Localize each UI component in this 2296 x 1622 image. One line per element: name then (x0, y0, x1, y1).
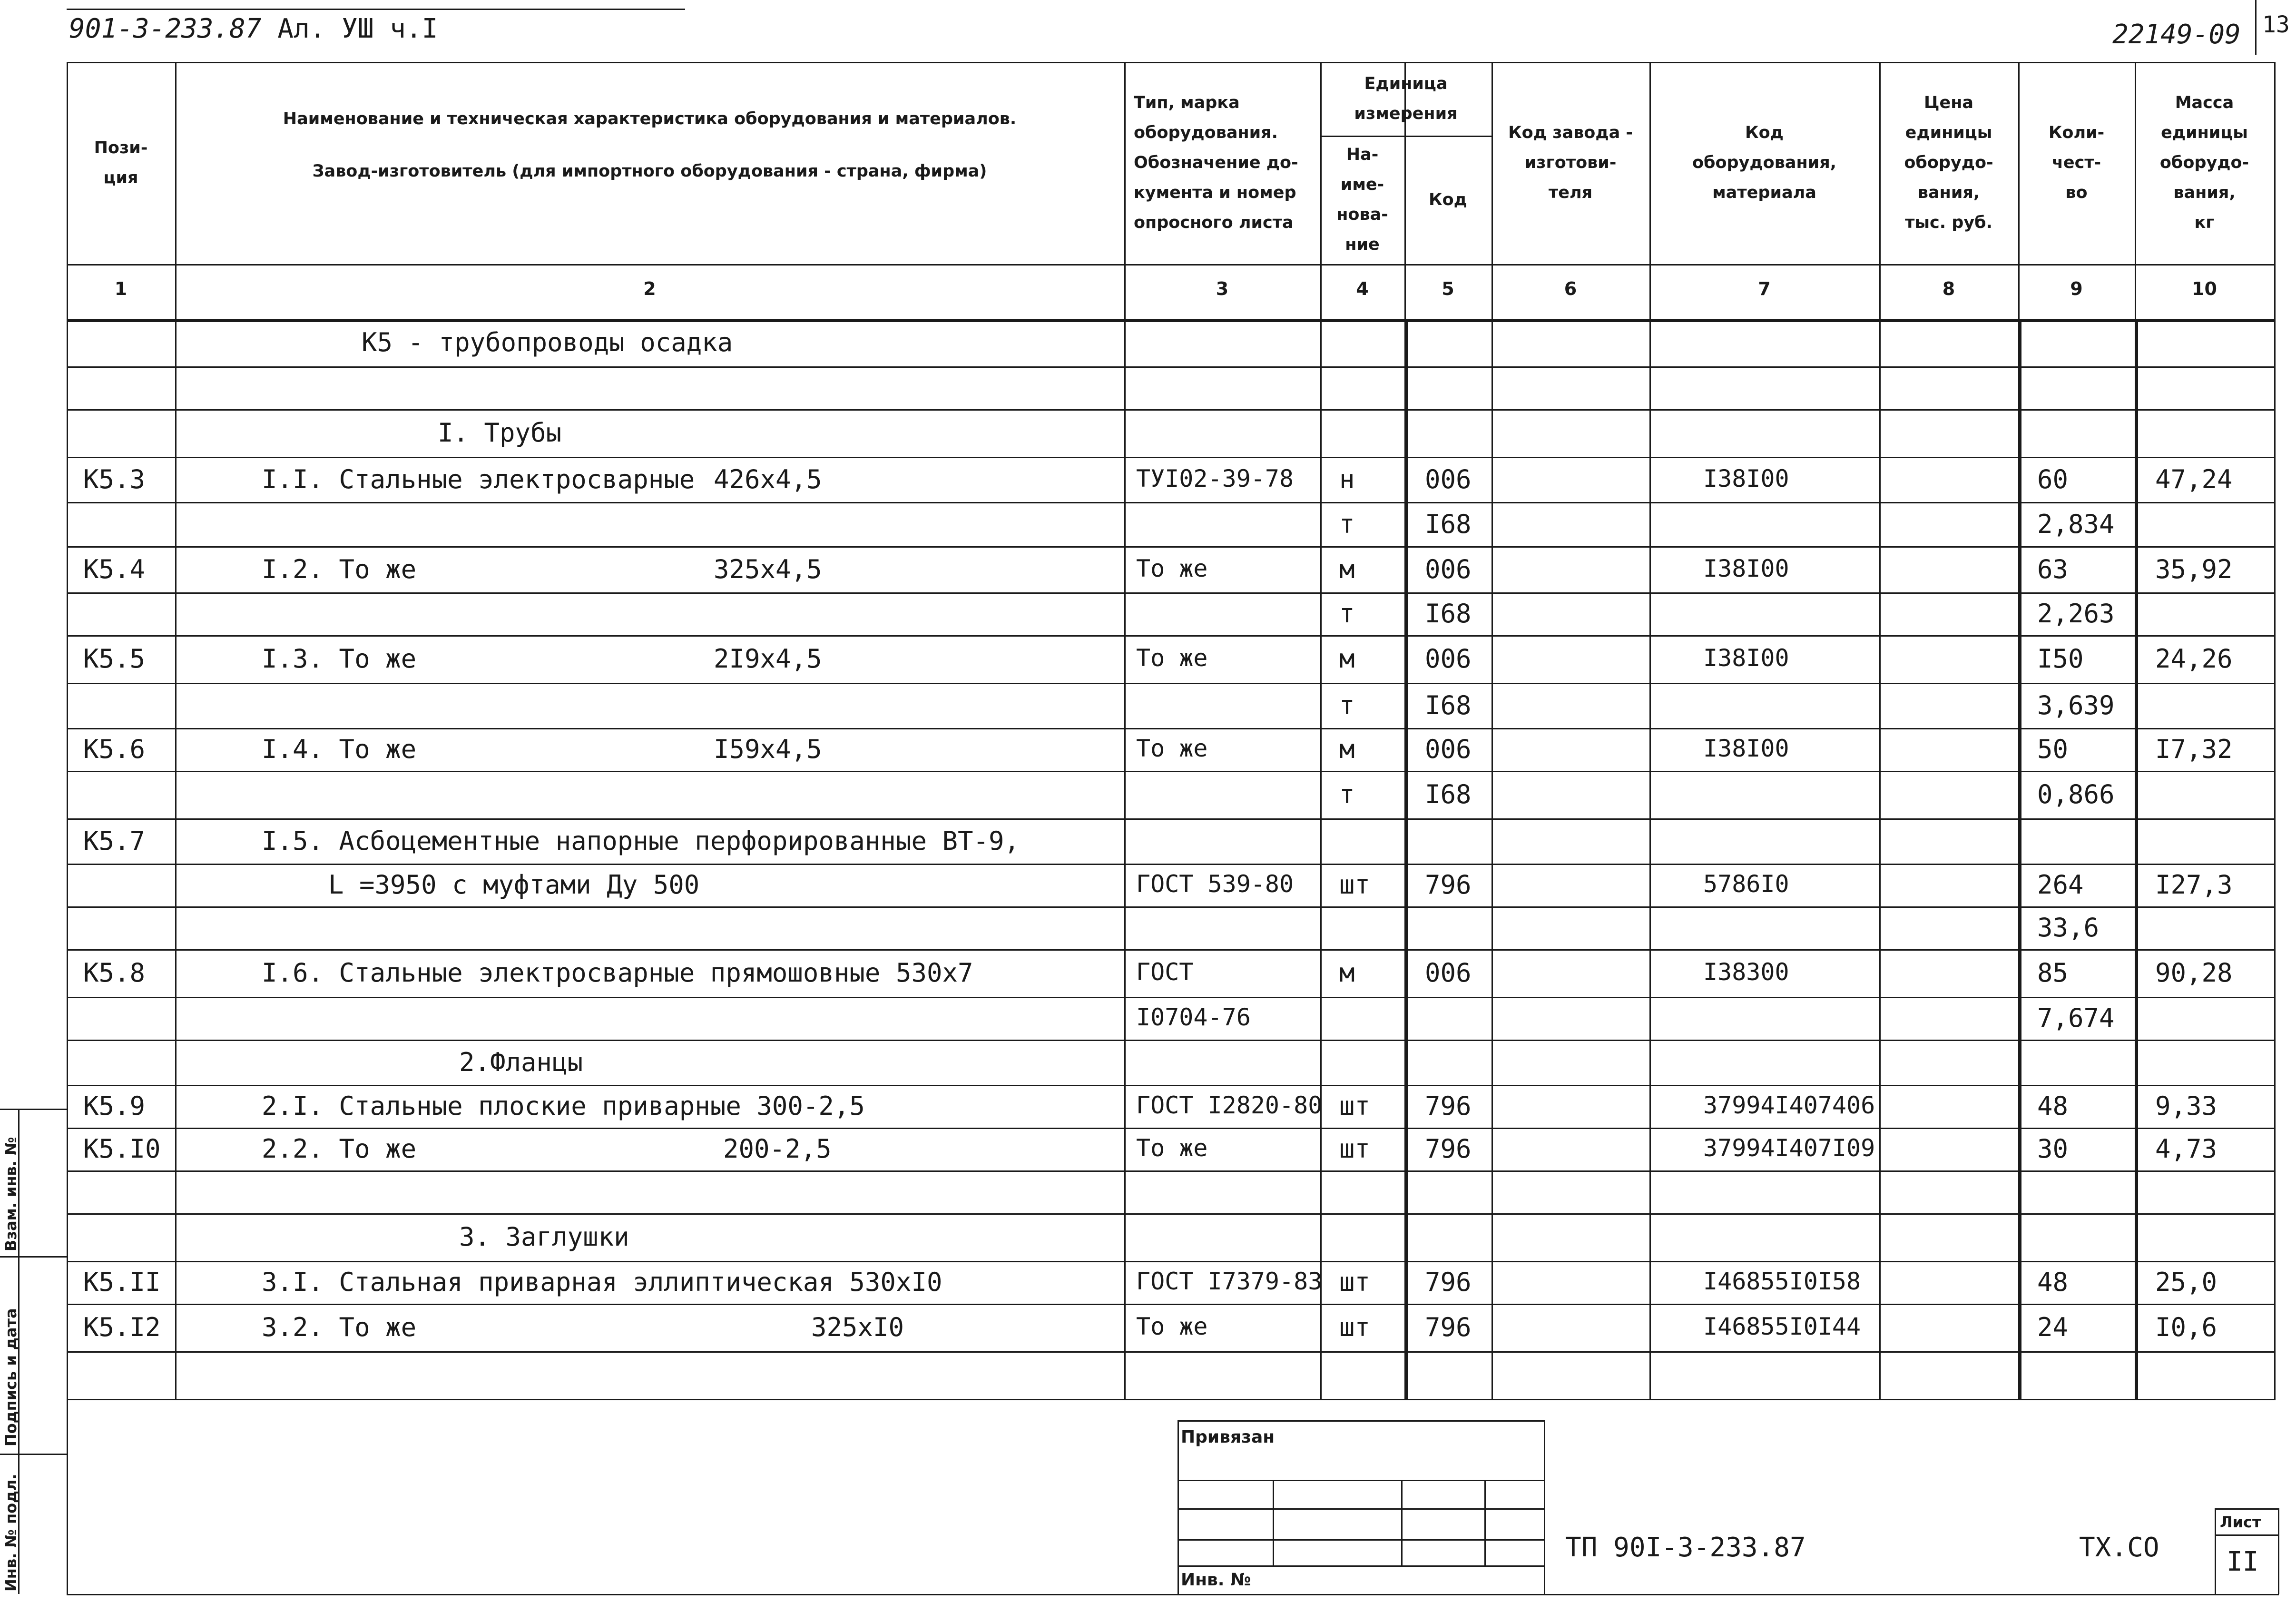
row-type-document: ГОСТ I7379-83 (1136, 1268, 1323, 1295)
row-border-21 (67, 1304, 2276, 1305)
row-name: 2.I. Стальные плоские приварные 300-2,5 (262, 1091, 865, 1121)
row-mass: I27,3 (2155, 870, 2233, 900)
row-quantity: 2,834 (2037, 509, 2115, 539)
row-size: 325хI0 (811, 1312, 904, 1342)
row-border-4 (67, 546, 2276, 548)
row-position: К5.4 (83, 554, 146, 584)
row-mass: 9,33 (2155, 1091, 2218, 1121)
side-label-podpis: Подпись и дата (2, 1308, 20, 1446)
col-number-7: 7 (1758, 278, 1771, 299)
col-header-equipment-code: Код оборудования, материала (1692, 123, 1836, 202)
row-unit-name: шт (1339, 1134, 1371, 1164)
row-border-16 (67, 1085, 2276, 1086)
row-border-11 (67, 864, 2276, 865)
stamp-right (1544, 1420, 1545, 1594)
frame-left (67, 1399, 68, 1594)
row-unit-name: м (1339, 644, 1355, 674)
row-name: I.4. То же (262, 734, 417, 764)
stamp-sheet-number: II (2227, 1546, 2259, 1577)
stamp-row-3 (1177, 1539, 1544, 1541)
row-quantity: 63 (2037, 554, 2069, 584)
top-rule (67, 9, 685, 10)
doc-code: 901-3-233.87 (69, 13, 262, 44)
row-equipment-code: 37994I407406 (1703, 1091, 1875, 1119)
row-quantity: 264 (2037, 870, 2084, 900)
row-size: 200-2,5 (723, 1134, 832, 1164)
row-equipment-code: I46855I0I58 (1703, 1268, 1861, 1295)
sheet-box-left (2215, 1508, 2216, 1594)
row-quantity: 33,6 (2037, 913, 2100, 943)
row-unit-code: 006 (1425, 554, 1472, 584)
qty-col-left-thick (2018, 319, 2021, 1399)
row-equipment-code: 5786I0 (1703, 870, 1789, 898)
row-border-7 (67, 683, 2276, 684)
row-unit-code: I68 (1425, 779, 1472, 809)
col-header-unit-name: На- име- нова- ние (1336, 145, 1388, 254)
section-heading: I. Трубы (438, 418, 562, 448)
col-header-quantity: Коли- чест- во (2048, 123, 2105, 202)
row-border-3 (67, 502, 2276, 503)
row-name: 3.2. То же (262, 1312, 417, 1342)
row-position: К5.8 (83, 958, 146, 988)
row-position: К5.6 (83, 734, 146, 764)
row-quantity: 3,639 (2037, 690, 2115, 720)
row-mass: I7,32 (2155, 734, 2233, 764)
row-unit-code: 006 (1425, 958, 1472, 988)
row-border-15 (67, 1040, 2276, 1041)
row-border-13 (67, 949, 2276, 951)
col-header-name-line2: Завод-изготовитель (для импортного оборудования - страна, фирма) (312, 161, 987, 181)
row-quantity: I50 (2037, 644, 2084, 674)
row-name: I.6. Стальные электросварные прямошовные 530х7 (262, 958, 973, 988)
row-size: I59х4,5 (714, 734, 822, 764)
row-name: I.I. Стальные электросварные (262, 464, 695, 494)
row-unit-name: т (1339, 690, 1355, 720)
stamp-sheet-label: Лист (2220, 1513, 2261, 1531)
side-strip-top (0, 1109, 67, 1110)
row-quantity: 2,263 (2037, 599, 2115, 629)
row-unit-name: шт (1339, 1267, 1371, 1297)
row-border-22 (67, 1351, 2276, 1353)
row-size: 426х4,5 (714, 464, 822, 494)
row-quantity: 50 (2037, 734, 2069, 764)
section-heading: 3. Заглушки (459, 1222, 629, 1252)
row-mass: 4,73 (2155, 1134, 2218, 1164)
stamp-col-3 (1484, 1480, 1486, 1565)
col-header-price: Цена единицы оборудо- вания, тыс. руб. (1904, 93, 1993, 232)
row-size: 325х4,5 (714, 554, 822, 584)
col-number-10: 10 (2192, 278, 2217, 299)
col-header-plant-code: Код завода - изготови- теля (1508, 123, 1633, 202)
frame-bottom (67, 1594, 2279, 1595)
col-header-mass: Масса единицы оборудо- вания, кг (2159, 93, 2249, 232)
row-type-document: ГОСТ 539-80 (1136, 870, 1294, 898)
row-mass: I0,6 (2155, 1312, 2218, 1342)
col-header-unit-group: Единица измерения (1354, 74, 1458, 123)
row-name: L =3950 с муфтами Ду 500 (328, 870, 700, 900)
row-border-20 (67, 1261, 2276, 1262)
row-unit-name: м (1339, 554, 1355, 584)
row-border-5 (67, 592, 2276, 594)
col-number-3: 3 (1216, 278, 1229, 299)
header-bottom (67, 264, 2276, 265)
col-number-6: 6 (1564, 278, 1577, 299)
colnum-bottom (67, 319, 2276, 322)
row-border-19 (67, 1213, 2276, 1215)
row-position: К5.5 (83, 644, 146, 674)
row-equipment-code: I38300 (1703, 958, 1789, 986)
table-col-border-1 (175, 62, 177, 1399)
row-unit-name: т (1339, 599, 1355, 629)
row-mass: 90,28 (2155, 958, 2233, 988)
row-quantity: 0,866 (2037, 779, 2115, 809)
col-number-8: 8 (1942, 278, 1955, 299)
row-type-document: I0704-76 (1136, 1003, 1251, 1031)
row-unit-name: н (1339, 464, 1355, 494)
row-equipment-code: I38I00 (1703, 735, 1789, 762)
row-border-6 (67, 635, 2276, 637)
row-name: 2.2. То же (262, 1134, 417, 1164)
row-unit-code: 796 (1425, 870, 1472, 900)
row-mass: 25,0 (2155, 1267, 2218, 1297)
row-border-23 (67, 1399, 2276, 1400)
inv-number: 22149-09 (2112, 19, 2241, 50)
row-position: К5.II (83, 1267, 161, 1297)
row-unit-code: 796 (1425, 1267, 1472, 1297)
row-unit-code: 006 (1425, 734, 1472, 764)
col-header-unit-code: Код (1429, 190, 1467, 209)
row-type-document: То же (1136, 735, 1208, 762)
stamp-privyazan: Привязан (1181, 1427, 1275, 1447)
row-quantity: 48 (2037, 1267, 2069, 1297)
row-unit-code: 796 (1425, 1091, 1472, 1121)
stamp-project-code: ТП 90I-3-233.87 (1565, 1532, 1806, 1563)
row-unit-code: 796 (1425, 1134, 1472, 1164)
row-type-document: То же (1136, 644, 1208, 672)
sheet-box-mid (2215, 1534, 2279, 1536)
sheet-box-right (2278, 1508, 2279, 1594)
row-unit-code: I68 (1425, 690, 1472, 720)
row-type-document: То же (1136, 1313, 1208, 1340)
col-number-4: 4 (1356, 278, 1369, 299)
col-number-9: 9 (2070, 278, 2083, 299)
row-quantity: 48 (2037, 1091, 2069, 1121)
row-border-10 (67, 818, 2276, 820)
section-heading: К5 - трубопроводы осадка (362, 327, 733, 357)
row-unit-code: 006 (1425, 464, 1472, 494)
section-heading: 2.Фланцы (459, 1047, 583, 1077)
col-number-2: 2 (643, 278, 656, 299)
stamp-col-2 (1401, 1480, 1403, 1565)
side-label-inv-podl: Инв. № подл. (2, 1474, 20, 1592)
row-type-document: То же (1136, 1134, 1208, 1162)
row-border-0 (67, 366, 2276, 368)
sheet-box-top (2215, 1508, 2279, 1510)
col-header-type: Тип, марка оборудования. Обозначение до- кумента и номер опросного листа (1134, 93, 1298, 232)
row-unit-code: I68 (1425, 509, 1472, 539)
row-quantity: 30 (2037, 1134, 2069, 1164)
row-quantity: 60 (2037, 464, 2069, 494)
row-unit-name: т (1339, 779, 1355, 809)
row-border-1 (67, 409, 2276, 411)
row-quantity: 85 (2037, 958, 2069, 988)
stamp-mark: ТХ.СО (2079, 1532, 2159, 1563)
stamp-row-1 (1177, 1480, 1544, 1481)
stamp-row-4 (1177, 1565, 1544, 1567)
col-number-1: 1 (114, 278, 128, 299)
row-border-8 (67, 728, 2276, 729)
row-unit-code: 796 (1425, 1312, 1472, 1342)
row-position: К5.9 (83, 1091, 146, 1121)
row-border-14 (67, 997, 2276, 998)
stamp-inv: Инв. № (1181, 1570, 1251, 1590)
side-label-vzam: Взам. инв. № (2, 1137, 20, 1251)
row-border-17 (67, 1128, 2276, 1129)
row-name: I.2. То же (262, 554, 417, 584)
row-type-document: ГОСТ (1136, 958, 1194, 986)
col-number-5: 5 (1442, 278, 1454, 299)
row-name: I.3. То же (262, 644, 417, 674)
row-border-9 (67, 771, 2276, 772)
row-border-2 (67, 457, 2276, 458)
col-header-position: Пози- ция (94, 138, 148, 187)
stamp-top (1177, 1420, 1544, 1422)
row-unit-name: т (1339, 509, 1355, 539)
row-unit-name: шт (1339, 1312, 1371, 1342)
row-position: К5.I2 (83, 1312, 161, 1342)
corner-rule (2255, 0, 2257, 55)
album-label: Ал. УШ ч.I (277, 13, 438, 44)
col-header-name-line1: Наименование и техническая характеристика оборудования и материалов. (283, 109, 1017, 128)
row-unit-code: 006 (1425, 644, 1472, 674)
row-type-document: ТУI02-39-78 (1136, 464, 1294, 492)
row-unit-name: шт (1339, 870, 1371, 900)
row-name: 3.I. Стальная приварная эллиптическая 530хI0 (262, 1267, 942, 1297)
row-unit-name: шт (1339, 1091, 1371, 1121)
row-border-12 (67, 906, 2276, 908)
stamp-row-2 (1177, 1508, 1544, 1510)
row-quantity: 24 (2037, 1312, 2069, 1342)
row-equipment-code: I46855I0I44 (1703, 1313, 1861, 1340)
row-size: 2I9х4,5 (714, 644, 822, 674)
row-mass: 24,26 (2155, 644, 2233, 674)
row-mass: 47,24 (2155, 464, 2233, 494)
row-unit-name: м (1339, 734, 1355, 764)
row-equipment-code: I38I00 (1703, 554, 1789, 582)
code-col-left-thick (1404, 319, 1408, 1399)
row-unit-name: м (1339, 958, 1355, 988)
row-position: К5.3 (83, 464, 146, 494)
side-strip-div2 (0, 1454, 67, 1455)
row-border-18 (67, 1170, 2276, 1172)
row-type-document: То же (1136, 554, 1208, 582)
row-quantity: 7,674 (2037, 1003, 2115, 1033)
row-mass: 35,92 (2155, 554, 2233, 584)
row-position: К5.7 (83, 826, 146, 856)
side-strip-div1 (0, 1256, 67, 1258)
stamp-col-1 (1273, 1480, 1274, 1565)
row-equipment-code: 37994I407I09 (1703, 1134, 1875, 1162)
row-equipment-code: I38I00 (1703, 644, 1789, 672)
row-unit-code: I68 (1425, 599, 1472, 629)
qty-col-right-thick (2135, 319, 2138, 1399)
row-name: I.5. Асбоцементные напорные перфорированные ВТ-9, (262, 826, 1020, 856)
row-equipment-code: I38I00 (1703, 464, 1789, 492)
table-col-border-10 (2274, 62, 2276, 1399)
header-doc-code (69, 13, 438, 44)
stamp-left (1177, 1420, 1179, 1594)
row-position: К5.I0 (83, 1134, 161, 1164)
page-corner-number: 13 (2262, 11, 2290, 38)
row-type-document: ГОСТ I2820-80 (1136, 1091, 1323, 1119)
